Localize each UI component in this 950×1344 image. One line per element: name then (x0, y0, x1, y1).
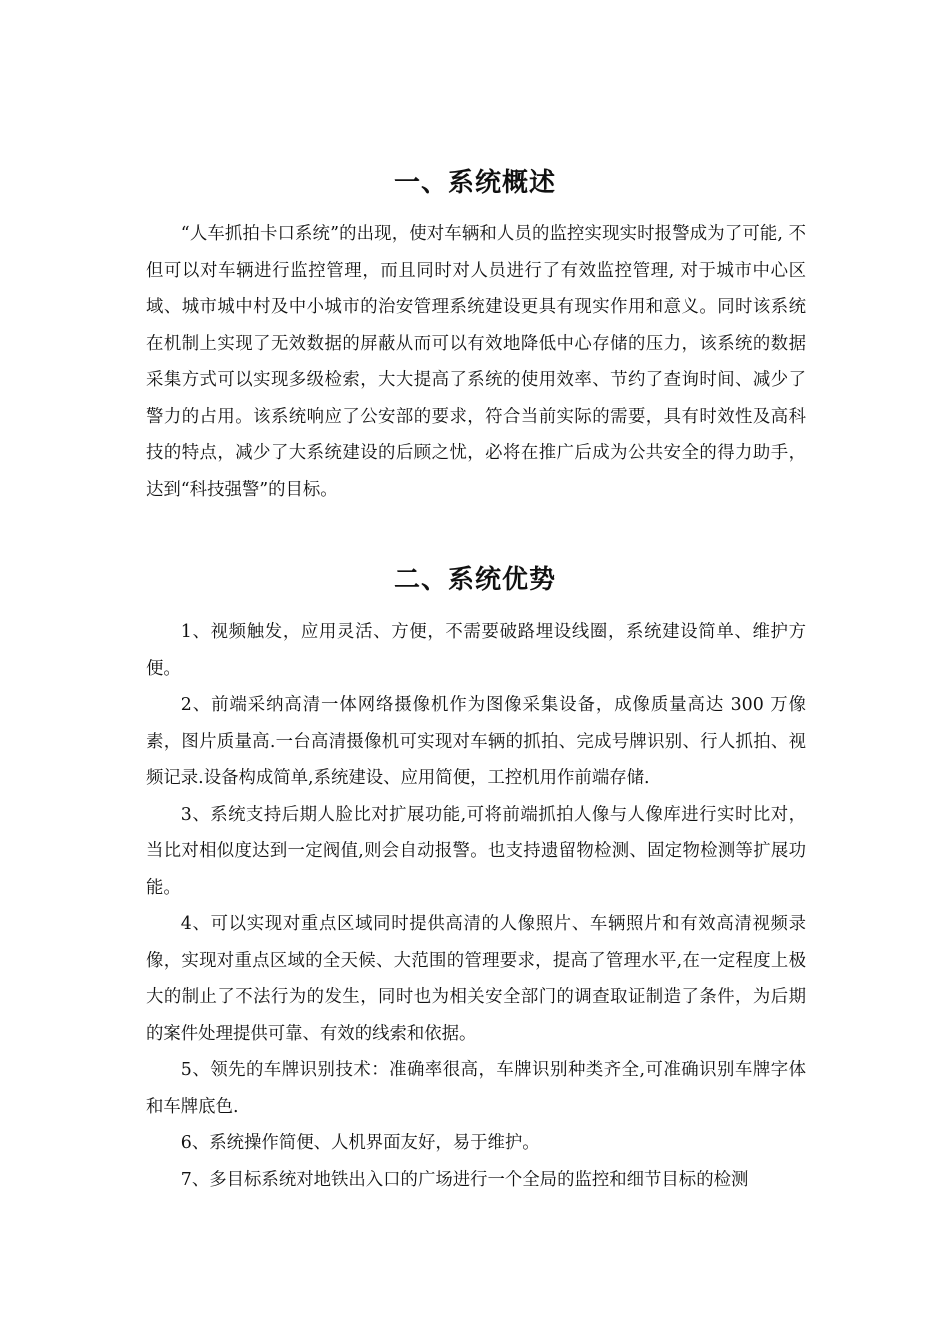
list-item: 5、领先的车牌识别技术：准确率很高，车牌识别种类齐全,可准确识别车牌字体和车牌底色. (146, 1060, 806, 1117)
list-item: 4、可以实现对重点区域同时提供高清的人像照片、车辆照片和有效高清视频录像，实现对重点区域的全天候、大范围的管理要求，提高了管理水平,在一定程度上极大的制止了不法行为的发生，同时也为相关安全部门的调查取证制造了条件，为后期的案件处理提供可靠、有效的线索和依据。 (146, 914, 806, 1044)
list-item: 7、多目标系统对地铁出入口的广场进行一个全局的监控和细节目标的检测 (180, 1169, 749, 1190)
section-body-overview (146, 216, 806, 508)
list-item: 3、系统支持后期人脸比对扩展功能,可将前端抓拍人像与人像库进行实时比对，当比对相似度达到一定阀值,则会自动报警。也支持遗留物检测、固定物检测等扩展功能。 (146, 804, 806, 898)
list-item: 6、系统操作简便、人机界面友好，易于维护。 (180, 1133, 540, 1153)
section-heading-overview: 一、系统概述 (393, 168, 556, 198)
paragraph: “人车抓拍卡口系统”的出现，使对车辆和人员的监控实现实时报警成为了可能, 不但可以对车辆进行监控管理，而且同时对人员进行了有效监控管理, 对于城市中心区域、城市城中村及中小城市的治安管理系统建设更具有现实作用和意义。同时该系统在机制上实现了无效数据的屏蔽从而可以有效地降低中心存储的压力，该系统的数据采集方式可以实现多级检索，大大提高了系统的使用效率、节约了查询时间、减少了警力的占用。该系统响应了公安部的要求，符合当前实际的需要，具有时效性及高科技的特点，减少了大系统建设的后顾之忧，必将在推广后成为公共安全的得力助手，达到“科技强警”的目标。 (146, 224, 806, 500)
section-body-advantages (146, 614, 806, 1198)
list-item: 2、前端采纳高清一体网络摄像机作为图像采集设备，成像质量高达 300 万像素，图片质量高.一台高清摄像机可实现对车辆的抓拍、完成号牌识别、行人抓拍、视频记录.设备构成简单,系统建设、应用简便，工控机用作前端存储. (146, 695, 806, 788)
list-item: 1、视频触发，应用灵活、方便，不需要破路埋设线圈，系统建设简单、维护方便。 (146, 622, 806, 679)
section-heading-advantages: 二、系统优势 (393, 565, 556, 595)
